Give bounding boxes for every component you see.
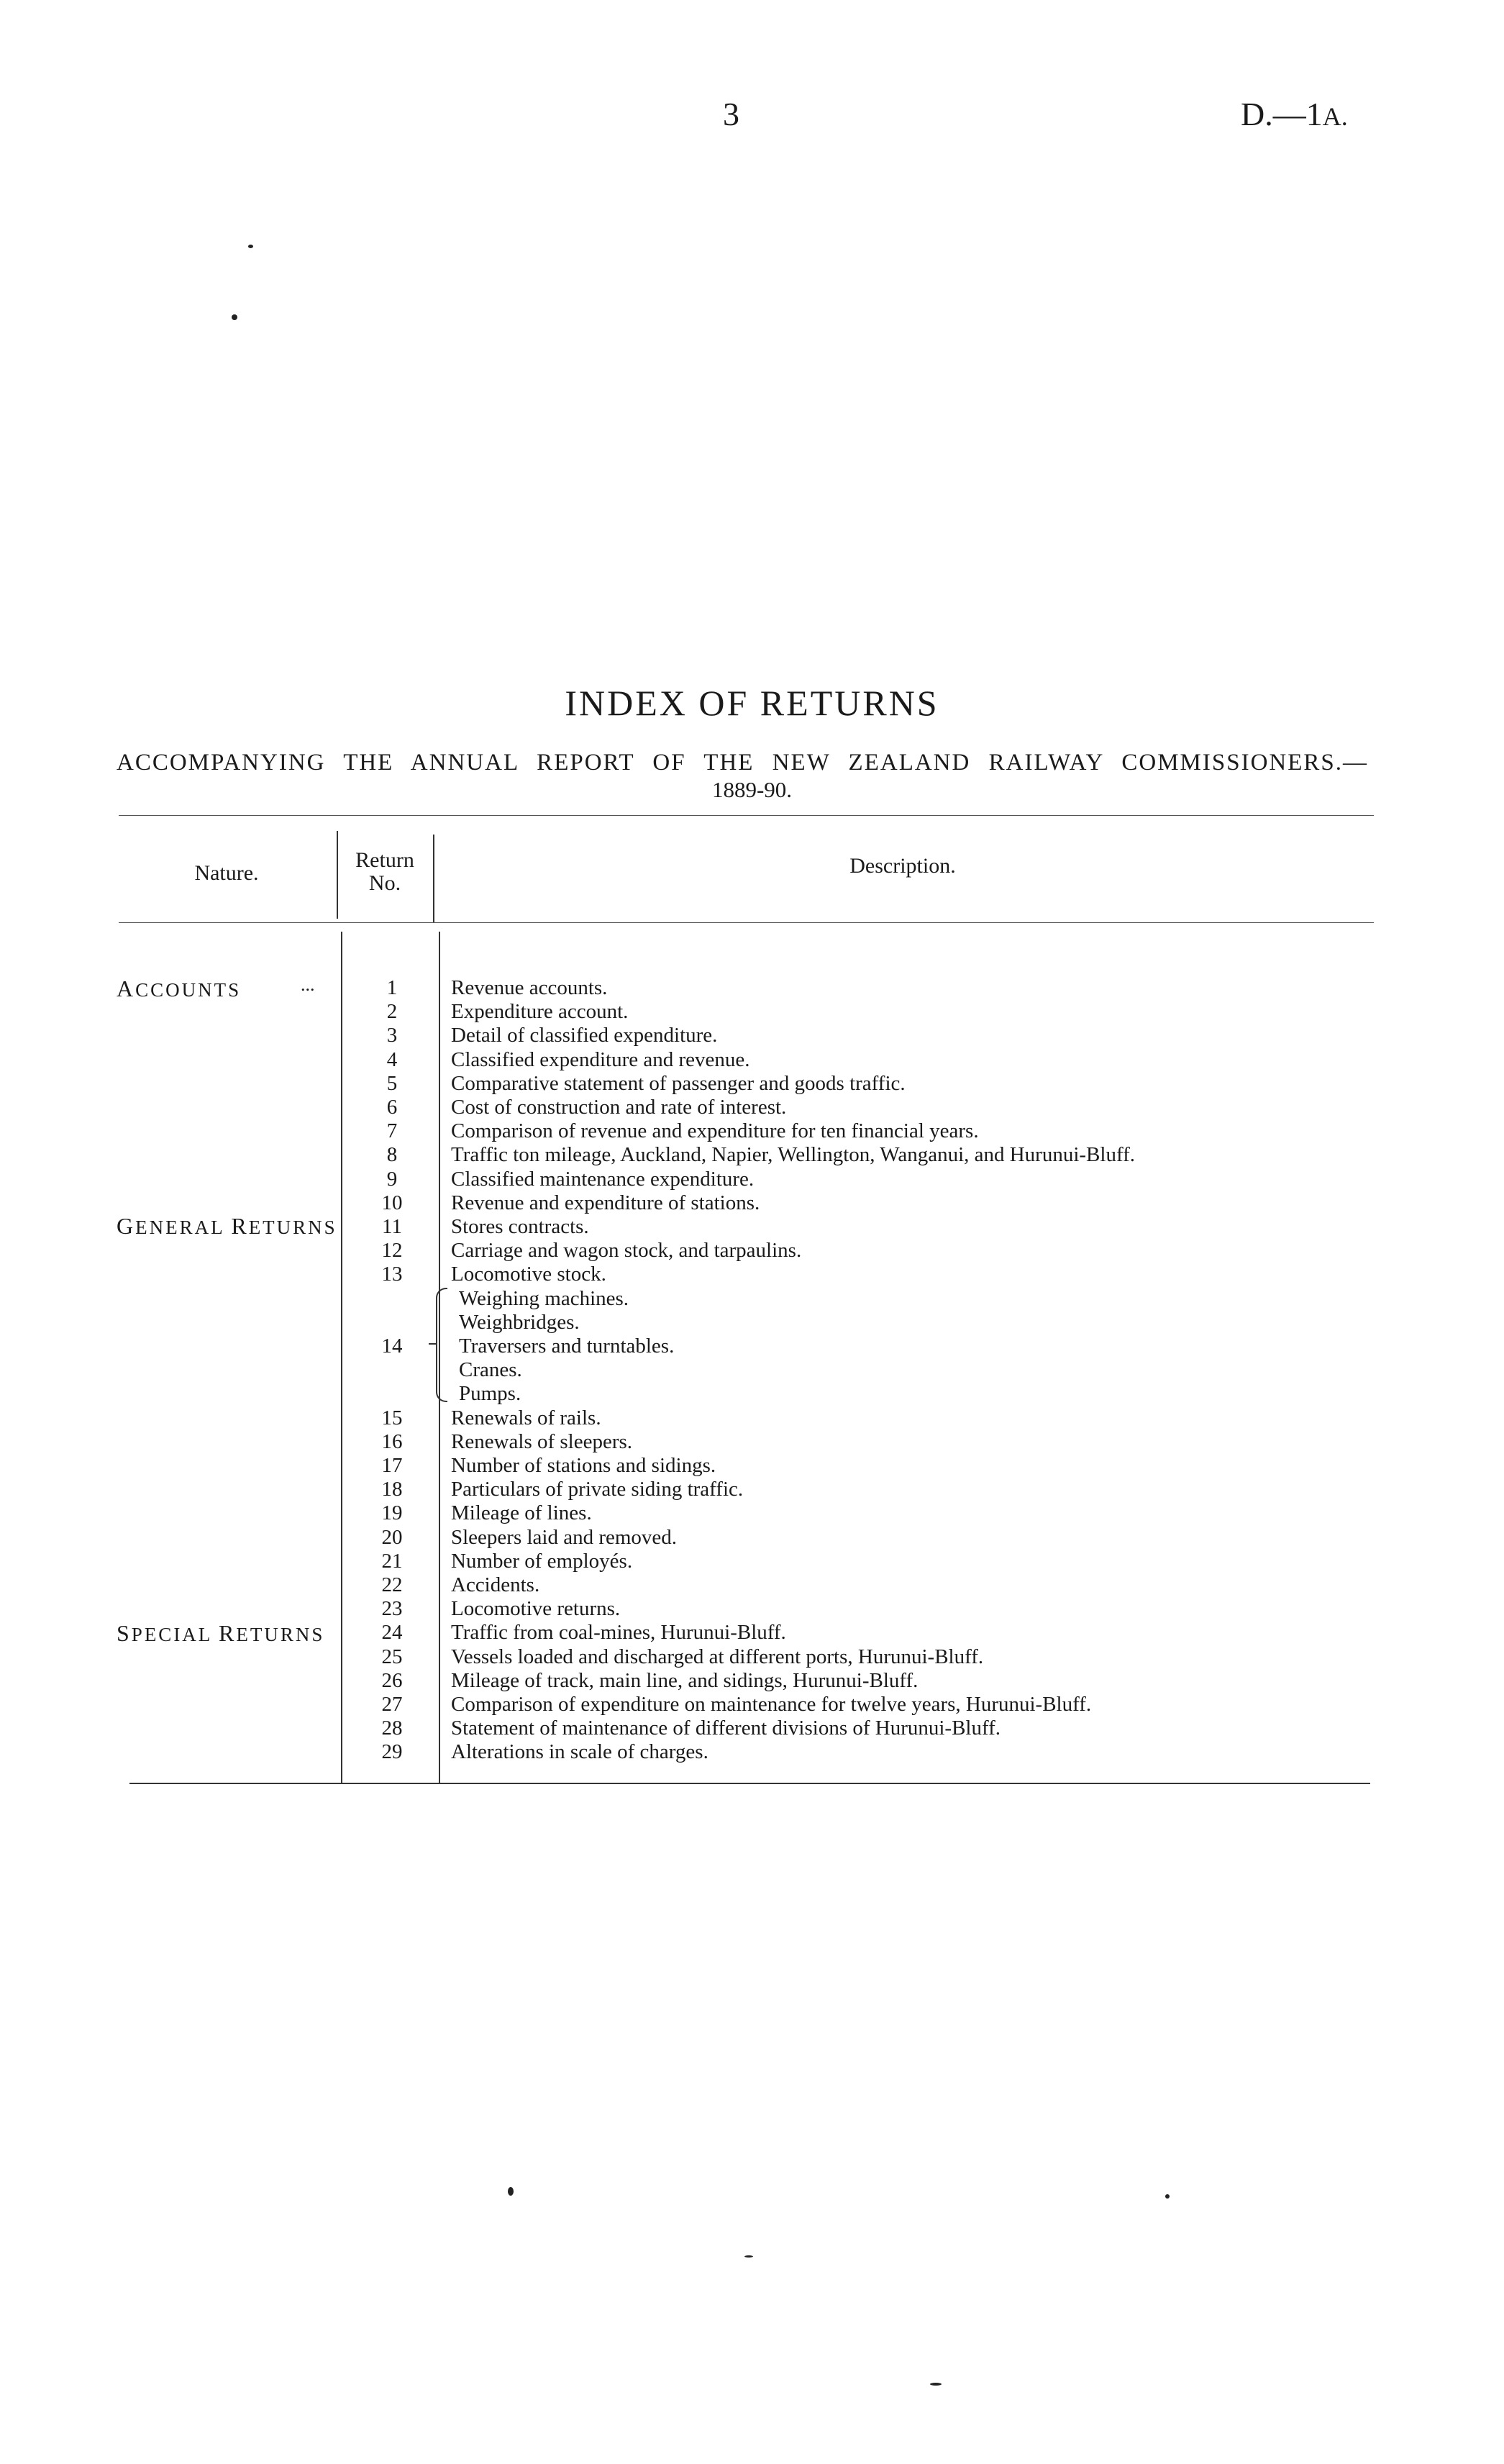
page-number: 3: [723, 96, 739, 132]
group-label-general-rest: ENERAL: [135, 1217, 232, 1238]
table-row: [0, 1501, 1504, 1525]
return-number: 23: [381, 1597, 403, 1621]
return-number: 7: [386, 1119, 398, 1143]
group-label-special-rest: PECIAL: [131, 1624, 219, 1645]
return-number: 13: [381, 1263, 403, 1286]
return-description: Comparative statement of passenger and goods traffic.: [451, 1071, 906, 1095]
return-description: Comparison of revenue and expenditure for ten financial years.: [451, 1119, 979, 1143]
return-description: Cranes.: [459, 1358, 522, 1382]
return-number: 11: [382, 1215, 402, 1238]
column-header-description: Description.: [849, 854, 956, 878]
scan-speck: [1165, 2194, 1170, 2199]
table-row: [0, 1334, 1504, 1358]
return-number: 14: [381, 1335, 403, 1358]
document-reference: [1241, 95, 1348, 133]
return-number: 22: [381, 1573, 403, 1596]
group-label-special-returns-initial: R: [219, 1620, 237, 1646]
return-number: 27: [381, 1693, 403, 1716]
return-description: Traversers and turntables.: [459, 1335, 675, 1358]
return-description: Particulars of private siding traffic.: [451, 1478, 744, 1501]
return-description: Cost of construction and rate of interest.: [451, 1096, 787, 1119]
return-number: 26: [381, 1668, 403, 1692]
table-row: [0, 1381, 1504, 1406]
table-row: [0, 1549, 1504, 1573]
group-label-accounts-initial: A: [117, 976, 136, 1001]
return-number: 25: [381, 1645, 403, 1668]
table-row: [0, 1668, 1504, 1693]
group-label-special-initial: S: [117, 1620, 132, 1646]
table-row: [0, 1573, 1504, 1597]
table-row: [0, 1095, 1504, 1119]
return-number: 17: [381, 1454, 403, 1477]
return-description: Detail of classified expenditure.: [451, 1024, 718, 1047]
table-row: [0, 1262, 1504, 1286]
table-row: [0, 999, 1504, 1024]
return-number: 20: [381, 1525, 403, 1549]
return-14-brace: [436, 1288, 447, 1402]
scan-speck: [508, 2187, 514, 2196]
return-description: Revenue accounts.: [451, 976, 608, 999]
table-row: [0, 1525, 1504, 1550]
scan-speck: [744, 2255, 753, 2258]
table-row: [0, 1358, 1504, 1382]
scan-speck: [232, 314, 237, 320]
return-number: 19: [381, 1501, 403, 1525]
table-row: [0, 1023, 1504, 1047]
group-label-accounts-rest: CCOUNTS: [135, 979, 242, 1001]
return-number: 9: [386, 1167, 398, 1191]
scan-speck: [248, 245, 253, 248]
return-number: 12: [381, 1239, 403, 1263]
return-description: Renewals of rails.: [451, 1406, 601, 1429]
column-header-return-no: [338, 849, 432, 895]
column-divider-header-right: [433, 835, 434, 922]
return-number: 3: [386, 1024, 398, 1047]
return-number: 16: [381, 1429, 403, 1453]
return-description: Number of employés.: [451, 1549, 633, 1573]
return-number: 1: [386, 976, 398, 999]
return-number: 6: [386, 1096, 398, 1119]
table-row: [0, 1645, 1504, 1669]
return-description: Alterations in scale of charges.: [451, 1740, 708, 1764]
return-description: Renewals of sleepers.: [451, 1429, 633, 1453]
return-description: Number of stations and sidings.: [451, 1454, 716, 1477]
return-number: 8: [386, 1143, 398, 1167]
table-row: [0, 1238, 1504, 1263]
return-description: Sleepers laid and removed.: [451, 1525, 678, 1549]
report-year: 1889-90.: [711, 777, 793, 802]
group-label-general-returns-rest: ETURNS: [248, 1217, 337, 1238]
return-description: Vessels loaded and discharged at different ports, Hurunui-Bluff.: [451, 1645, 984, 1668]
return-description: Pumps.: [459, 1382, 521, 1406]
group-label-special-returns-rest: ETURNS: [236, 1624, 325, 1645]
return-description: Comparison of expenditure on maintenance for twelve years, Hurunui-Bluff.: [451, 1693, 1092, 1716]
return-description: Carriage and wagon stock, and tarpaulins.: [451, 1239, 802, 1263]
table-row: [0, 1310, 1504, 1335]
return-description: Traffic from coal-mines, Hurunui-Bluff.: [451, 1621, 786, 1645]
return-description: Classified expenditure and revenue.: [451, 1047, 750, 1071]
return-number: 28: [381, 1717, 403, 1740]
table-row: [0, 1047, 1504, 1072]
page-title: INDEX OF RETURNS: [565, 683, 939, 723]
table-row: [0, 1142, 1504, 1167]
return-description: Mileage of track, main line, and sidings, Hurunui-Bluff.: [451, 1668, 919, 1692]
return-number: 4: [386, 1047, 398, 1071]
table-row: [0, 976, 1504, 1000]
table-row: [0, 1191, 1504, 1215]
return-14-brace-tip: [429, 1343, 437, 1345]
return-description: Revenue and expenditure of stations.: [451, 1191, 760, 1214]
table-row: [0, 1453, 1504, 1478]
return-number: 21: [381, 1549, 403, 1573]
column-header-nature: Nature.: [194, 861, 259, 885]
document-reference-main: D.—1: [1241, 96, 1323, 132]
table-row: [0, 1740, 1504, 1764]
return-number: 24: [381, 1621, 403, 1645]
return-number: 10: [381, 1191, 403, 1214]
return-description: Locomotive stock.: [451, 1263, 606, 1286]
return-description: Statement of maintenance of different divisions of Hurunui-Bluff.: [451, 1717, 1001, 1740]
table-row: [0, 1477, 1504, 1501]
table-row: [0, 1286, 1504, 1311]
table-row: [0, 1429, 1504, 1454]
return-description: Expenditure account.: [451, 1000, 629, 1024]
table-header-rule: [119, 922, 1374, 923]
column-header-return-no-line1: Return: [355, 848, 414, 872]
group-label-general-returns-initial: R: [231, 1213, 249, 1239]
return-description: Classified maintenance expenditure.: [451, 1167, 755, 1191]
page-subtitle: ACCOMPANYING THE ANNUAL REPORT OF THE NEW ZEALAND RAILWAY COMMISSIONERS.—: [117, 750, 1368, 776]
return-number: 2: [386, 1000, 398, 1024]
table-bottom-rule: [129, 1783, 1370, 1784]
return-description: Locomotive returns.: [451, 1597, 621, 1621]
return-description: Traffic ton mileage, Auckland, Napier, Wellington, Wanganui, and Hurunui-Bluff.: [451, 1143, 1135, 1167]
table-row: [0, 1406, 1504, 1430]
table-row: [0, 1167, 1504, 1191]
table-top-rule: [119, 815, 1374, 816]
return-number: 5: [386, 1071, 398, 1095]
return-description: Mileage of lines.: [451, 1501, 592, 1525]
table-row: [0, 1716, 1504, 1740]
table-row: [0, 1596, 1504, 1621]
table-row: [0, 1071, 1504, 1096]
table-row: [0, 1214, 1504, 1239]
return-number: 15: [381, 1406, 403, 1429]
table-row: [0, 1620, 1504, 1645]
group-label-accounts-dots: ...: [301, 974, 315, 995]
table-row: [0, 1692, 1504, 1717]
return-description: Stores contracts.: [451, 1215, 589, 1238]
column-header-return-no-line2: No.: [368, 871, 401, 895]
return-number: 29: [381, 1740, 403, 1764]
return-description: Accidents.: [451, 1573, 540, 1596]
document-reference-suffix: A.: [1322, 102, 1348, 131]
scan-speck: [930, 2383, 942, 2386]
return-number: 18: [381, 1478, 403, 1501]
table-row: [0, 1119, 1504, 1143]
group-label-general-initial: G: [117, 1213, 136, 1239]
return-description: Weighbridges.: [459, 1310, 580, 1334]
return-description: Weighing machines.: [459, 1286, 629, 1310]
